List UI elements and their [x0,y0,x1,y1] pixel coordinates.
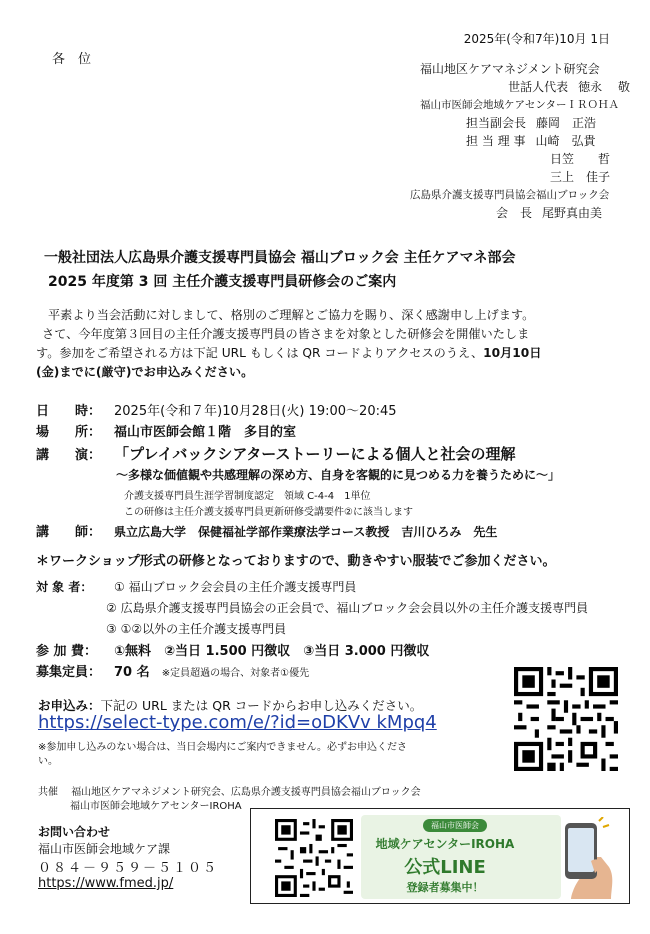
capacity-label: 募集定員： [36,665,102,680]
detail-place-row [36,421,636,440]
apply-note-line1: ※参加申し込みのない場合は、当日会場内にご案内できません。必ずお申込くださ [38,742,407,753]
line-banner-panel [361,815,561,899]
intro-line1: 平素より当会活動に対しまして、格別のご理解とご協力を賜り、深く感謝申し上げます。 [48,308,535,322]
org1-name: 福山地区ケアマネジメント研究会 [420,62,600,76]
org3-person: 尾野真由美 [542,206,603,220]
intro-paragraph [36,306,624,382]
apply-text: 下記の URL または QR コードからお申し込みください。 [100,698,423,713]
cosponsor-line1 [38,783,421,798]
apply-label: お申込み： [38,698,101,713]
smartphone-hand-icon [551,817,617,899]
org3-name: 広島県介護支援専門員協会福山ブロック会 [410,189,610,201]
org2-person1: 藤岡 正浩 [536,116,597,130]
intro-line2: さて、今年度第３回目の主任介護支援専門員の皆さまを対象とした研修会を開催いたしま [42,327,530,341]
org2-person2: 山崎 弘貴 [535,134,596,148]
line-banner-recruit: 登録者募集中！ [406,881,484,894]
org1-person: 徳永 敬 [578,80,630,94]
date-line: 2025年(令和7年)10月 1日 [463,32,610,46]
organizer-block [410,60,630,222]
org3-role: 会 長 [496,206,533,220]
apply-note-line2: い。 [38,756,58,767]
lecture-title: 「プレイバックシアターストーリーによる個人と社会の理解 [114,445,516,463]
intro-line3: す。参加をご希望される方は下記 URL もしくは QR コードよりアクセスのうえ、 [36,346,484,360]
detail-lecturer-row [36,521,636,540]
line-banner-badge: 福山市医師会 [423,819,487,832]
org2-person3: 日笠 哲 [550,152,611,166]
contact-label: お問い合わせ [38,825,111,839]
line-qr-code-icon[interactable] [275,819,353,897]
intro-line4: (金)までに(厳守)でお申込みください。 [36,365,254,379]
lecturer-label: 講 師： [36,525,102,540]
org1-role: 世話人代表 [508,80,569,94]
title-line1: 一般社団法人広島県介護支援専門員協会 福山ブロック会 主任ケアマネ部会 [44,250,516,266]
lecturer-value: 県立広島大学 保健福祉学部作業療法学コース教授 吉川ひろみ 先生 [114,525,498,539]
detail-lecture-row [36,443,636,464]
page-title [44,246,515,294]
lecture-label: 講 演： [36,448,102,463]
date-label: 日 時： [36,404,102,419]
org2-role1: 担当副会長 [466,116,527,130]
apply-qr-code-icon[interactable] [514,667,618,771]
detail-target-row [36,578,636,595]
contact-phone: ０８４－９５９－５１０５ [38,861,219,876]
target-label: 対 象 者： [36,580,93,594]
detail-fee-row [36,640,636,659]
title-line2: 2025 年度第 3 回 主任介護支援専門員研修会のご案内 [48,274,397,290]
target-item-3: ③ ①②以外の主任介護支援専門員 [106,622,287,636]
contact-org: 福山市医師会地域ケア課 [38,842,171,856]
line-banner-center-name: 地域ケアセンターIROHA [375,837,515,851]
addressee: 各 位 [52,52,92,67]
cosponsor-label: 共催 [38,787,58,798]
line-banner-official: 公式LINE [404,857,486,878]
place-label: 場 所： [36,425,102,440]
lecture-note-credit: 介護支援専門員生涯学習制度認定 領域 C-4-4 1単位 [124,491,371,502]
detail-date-row [36,400,636,419]
cosponsor-orgs: 福山地区ケアマネジメント研究会、広島県介護支援専門員協会福山ブロック会 [71,787,421,798]
date-value: 2025年(令和７年)10月28日(火) 19:00～20:45 [114,404,397,419]
lecture-note-requirement: この研修は主任介護支援専門員更新研修受講要件②に該当します [124,507,413,518]
fee-label: 参 加 費： [36,644,98,659]
fee-value: ①無料 ②当日 1.500 円徴収 ③当日 3.000 円徴収 [114,644,430,659]
contact-url-link[interactable]: https://www.fmed.jp/ [38,876,174,891]
line-banner[interactable] [250,808,630,904]
capacity-value: 70 名 [114,665,150,680]
target-item-1: ① 福山ブロック会会員の主任介護支援専門員 [114,580,357,594]
deadline-date: 10月10日 [483,346,542,360]
cosponsor-line2: 福山市医師会地域ケアセンターIROHA [70,801,242,812]
workshop-note: ＊ワークショップ形式の研修となっておりますので、動きやすい服装でご参加ください。 [36,554,556,569]
org2-role2: 担 当 理 事 [466,134,526,148]
apply-url-link[interactable]: https://select-type.com/e/?id=oDKVv kMpq4 [38,712,437,733]
capacity-note: ※定員超過の場合、対象者①優先 [161,668,310,679]
org2-name: 福山市医師会地域ケアセンターＩＲＯＨＡ [420,99,619,111]
place-value: 福山市医師会館１階 多目的室 [114,425,297,440]
target-item-2: ② 広島県介護支援専門員協会の正会員で、福山ブロック会会員以外の主任介護支援専門員 [106,601,589,615]
org2-person4: 三上 佳子 [550,170,611,184]
lecture-subtitle: ～多様な価値観や共感理解の深め方、自身を客観的に見つめる力を養うために～」 [116,468,561,482]
